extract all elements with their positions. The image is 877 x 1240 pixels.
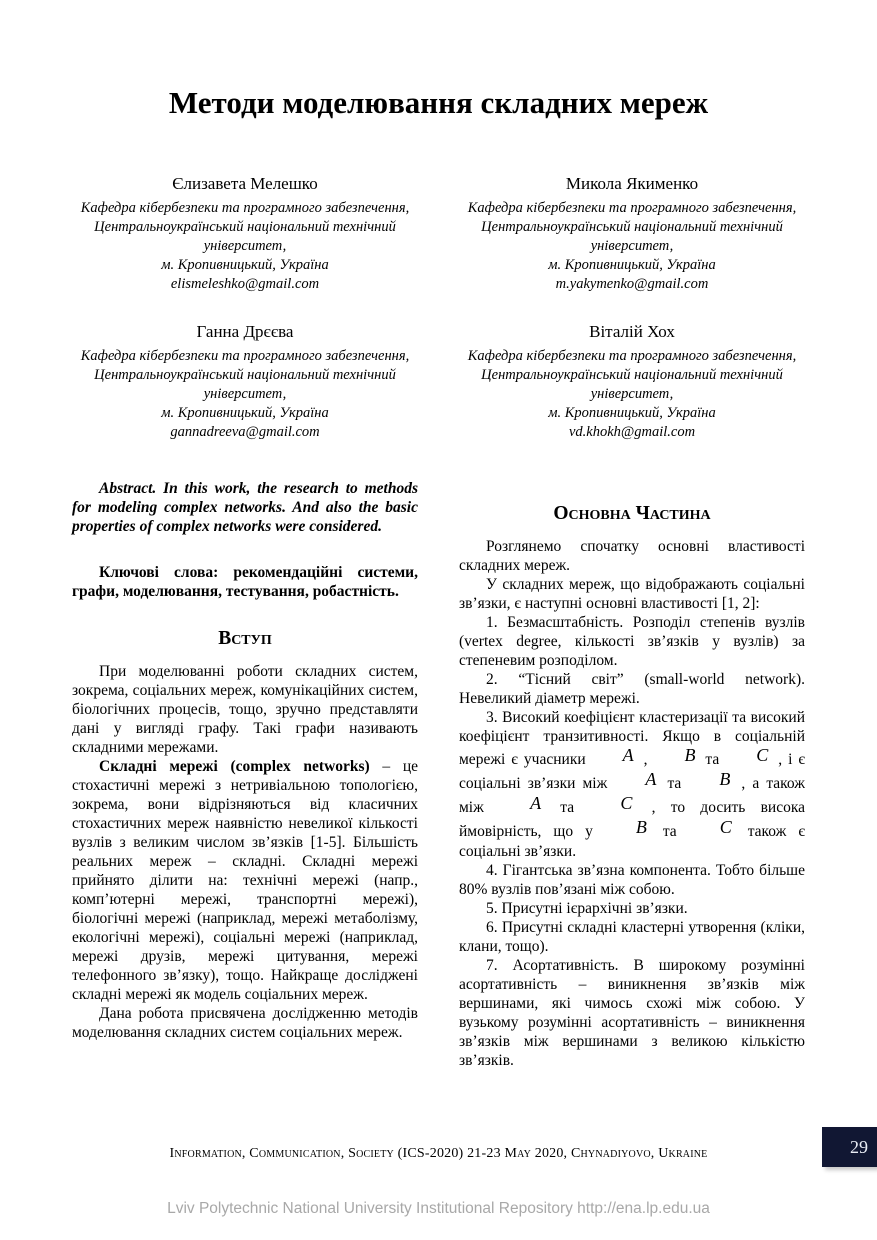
math-symbol: B — [635, 817, 647, 838]
main-paragraph-2: У складних мереж, що відображають соціальні зв’язки, є наступні основні властивості [1, 2]: — [459, 576, 805, 613]
math-symbol: C — [756, 745, 769, 766]
author-affiliation-line: Кафедра кібербезпеки та програмного забезпечення, — [467, 200, 797, 217]
abstract-paragraph: Abstract. In this work, the research to methods for modeling complex networks. And also the basic properties of complex networks were considered. — [72, 480, 418, 536]
author-block-yakymenko — [459, 173, 805, 294]
author-block-drieieva — [72, 321, 418, 442]
author-email: gannadreeva@gmail.com — [170, 424, 320, 441]
repository-line: Lviv Polytechnic National University Institutional Repository http://ena.lp.edu.ua — [167, 1200, 710, 1217]
text-segment: Складні мережі (complex networks) — [99, 758, 370, 776]
author-affiliation-line: Центральноукраїнський національний технічний — [94, 367, 396, 384]
author-affiliation-line: Кафедра кібербезпеки та програмного забезпечення, — [467, 348, 797, 365]
author-name: Ганна Дрєєва — [196, 322, 294, 342]
numbered-item-7 — [459, 956, 805, 1070]
text-segment: та — [650, 823, 689, 841]
author-affiliation-line: Кафедра кібербезпеки та програмного забезпечення, — [80, 348, 410, 365]
math-symbol: C — [620, 793, 633, 814]
left-column — [72, 173, 418, 1070]
numbered-item-5 — [459, 899, 805, 918]
math-symbol: A — [622, 745, 634, 766]
author-email: m.yakymenko@gmail.com — [555, 276, 709, 293]
text-segment: 4. Гігантська зв’язна компонента. Тобто більше 80% вузлів пов’язані між собою. — [459, 862, 805, 899]
text-segment: 7. Асортативність. В широкому розумінні асортативність – виникнення зв’язків між вершинами, які чимось схожі між собою. У вузькому розумінні асортативність – виникнення зв’язків між вершинами з великою кількістю зв’язків. — [459, 957, 805, 1070]
two-column-layout — [72, 173, 806, 1070]
author-name: Віталій Хох — [589, 322, 675, 342]
author-affiliation-line: м. Кропивницький, Україна — [161, 405, 329, 422]
text-segment: , — [637, 751, 654, 769]
text-segment: та — [699, 751, 726, 769]
math-symbol: B — [719, 769, 731, 790]
author-affiliation-line: Кафедра кібербезпеки та програмного забезпечення, — [80, 200, 410, 217]
section-heading-main: Основна Частина — [553, 503, 711, 525]
author-block-khokh — [459, 321, 805, 442]
footer-conference-line: Information, Communication, Society (ICS-2020) 21-23 May 2020, Chynadiyovo, Ukraine — [169, 1146, 708, 1161]
author-affiliation-line: Центральноукраїнський національний технічний — [94, 219, 396, 236]
math-symbol: B — [684, 745, 696, 766]
numbered-item-2 — [459, 670, 805, 708]
text-segment: 3. Високий коефіцієнт кластеризації та високий коефіцієнт транзитивності. Якщо в соціальній мережі є учасники — [459, 709, 805, 769]
author-affiliation-line: м. Кропивницький, Україна — [548, 257, 716, 274]
author-block-meleshko — [72, 173, 418, 294]
author-email: elismeleshko@gmail.com — [170, 276, 320, 293]
math-symbol: C — [719, 817, 732, 838]
math-symbol: A — [530, 793, 542, 814]
author-affiliation-line: Центральноукраїнський національний технічний — [481, 219, 783, 236]
intro-paragraph-2 — [72, 757, 418, 1004]
numbered-item-4 — [459, 861, 805, 899]
section-heading-intro: Вступ — [218, 628, 272, 650]
text-segment: та — [660, 775, 689, 793]
text-segment: , а також між — [459, 775, 805, 817]
text-segment: 1. Безмасштабність. Розподіл степенів вузлів (vertex degree, кількості зв’язків у вузлів) за степеневим розподілом. — [459, 614, 805, 670]
text-segment: , то досить висока ймовірність, що у — [459, 799, 806, 841]
page-number-badge: 29 — [822, 1127, 877, 1167]
intro-paragraph-3: Дана робота присвячена дослідженню методів моделювання складних систем соціальних мереж. — [72, 1005, 418, 1042]
author-affiliation-line: Центральноукраїнський національний технічний — [481, 367, 783, 384]
text-segment: , і є соціальні зв’язки між — [459, 751, 806, 793]
author-affiliation-line: м. Кропивницький, Україна — [161, 257, 329, 274]
main-paragraph-1: Розглянемо спочатку основні властивості складних мереж. — [459, 538, 805, 575]
author-affiliation-line: університет, — [203, 386, 287, 403]
author-affiliation-line: м. Кропивницький, Україна — [548, 405, 716, 422]
text-segment: та — [545, 799, 590, 817]
intro-paragraph-1: При моделюванні роботи складних систем, зокрема, соціальних мереж, комунікаційних систем, біологічних процесів, тощо, зручно представляти дані у вигляді графу. Такі графи називають складними мережами. — [72, 663, 418, 757]
author-affiliation-line: університет, — [203, 238, 287, 255]
page-title: Методи моделювання складних мереж — [168, 85, 709, 120]
author-email: vd.khokh@gmail.com — [568, 424, 696, 441]
author-affiliation-line: університет, — [590, 238, 674, 255]
numbered-item-3 — [459, 708, 805, 861]
right-column — [459, 173, 805, 1070]
text-segment: також є соціальні зв’язки. — [459, 823, 806, 861]
math-symbol: A — [645, 769, 657, 790]
numbered-item-1 — [459, 613, 805, 670]
numbered-item-6 — [459, 918, 805, 956]
text-segment: 6. Присутні складні кластерні утворення (кліки, клани, тощо). — [459, 919, 805, 956]
text-segment: 5. Присутні ієрархічні зв’язки. — [486, 900, 688, 918]
keywords-paragraph: Ключові слова: рекомендаційні системи, графи, моделювання, тестування, робастність. — [72, 564, 418, 601]
text-segment: 2. “Тісний світ” (small-world network). Невеликий діаметр мережі. — [459, 671, 805, 708]
author-name: Єлизавета Мелешко — [172, 174, 318, 194]
author-affiliation-line: університет, — [590, 386, 674, 403]
text-segment: – це стохастичні мережі з нетривіальною топологією, зокрема, вони відрізняються від класичних стохастичних мереж наявністю невеликої кількості вузлів з великим числом зв’язків [1-5]. Більшість реальних мереж – складні. Складні мережі прийнято ділити на: технічні мережі (напр., комп’ютерні мережі, транспортні мережі), біологічні мережі (наприклад, мережі метаболізму, екологічні мережі), соціальні мережі (наприклад, мережі друзів, мережі цитування, мережі телефонного зв’язку), тощо. Найкраще досліджені складні мережі як модель соціальних мереж. — [72, 758, 418, 1004]
author-name: Микола Якименко — [565, 174, 699, 194]
